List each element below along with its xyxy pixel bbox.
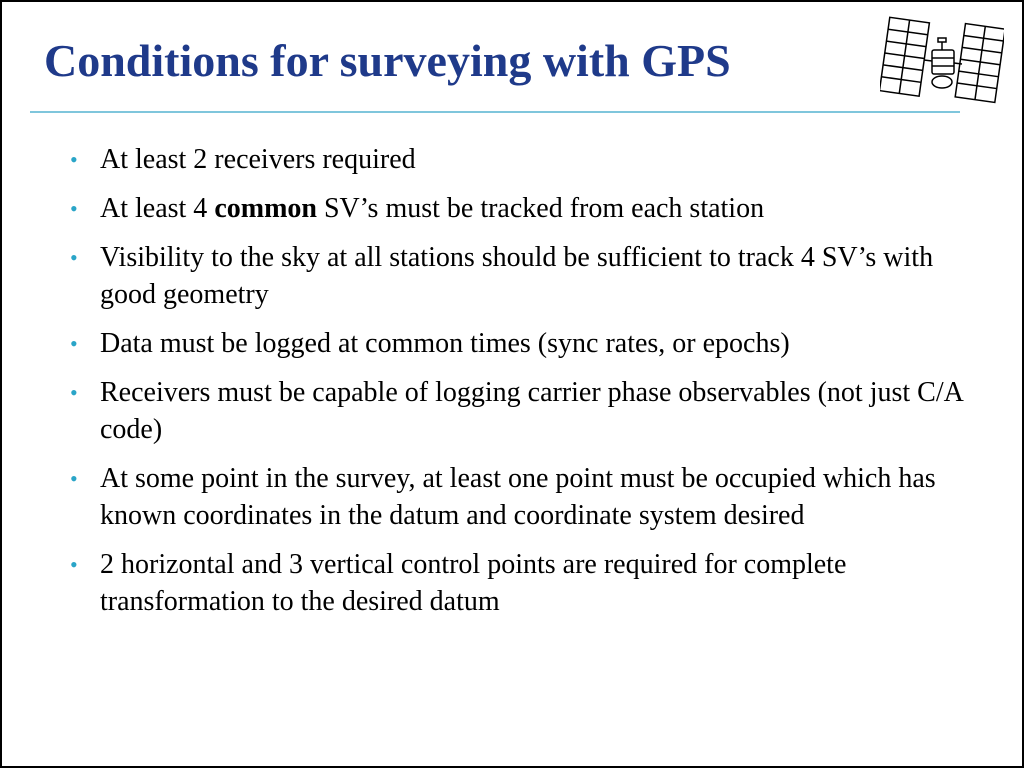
bullet-text: SV’s must be tracked from each station xyxy=(316,193,765,224)
bullet-list xyxy=(70,141,970,632)
bullet-item xyxy=(70,190,970,227)
bullet-item xyxy=(70,325,970,362)
bullet-text: Receivers must be capable of logging carrier phase observables (not just C/A code) xyxy=(100,377,963,445)
bullet-text: At some point in the survey, at least one point must be occupied which has known coordinates in the datum and coordinate system desired xyxy=(100,463,936,531)
bullet-text: At least 2 receivers required xyxy=(100,144,416,175)
bullet-marker: • xyxy=(70,147,78,172)
title-divider xyxy=(30,111,960,113)
bullet-marker: • xyxy=(70,552,78,577)
bullet-text: Visibility to the sky at all stations should be sufficient to track 4 SV’s with good geometry xyxy=(100,242,934,310)
bullet-item xyxy=(70,460,970,534)
bullet-item xyxy=(70,546,970,620)
bullet-item xyxy=(70,141,970,178)
bullet-text: At least 4 xyxy=(100,193,215,224)
bullet-marker: • xyxy=(70,466,78,491)
bullet-item xyxy=(70,374,970,448)
slide-title: Conditions for surveying with GPS xyxy=(44,35,731,86)
emphasis-text: common xyxy=(214,193,317,224)
bullet-marker: • xyxy=(70,331,78,356)
bullet-marker: • xyxy=(70,196,78,221)
bullet-text: Data must be logged at common times (sync rates, or epochs) xyxy=(100,328,790,359)
bullet-marker: • xyxy=(70,380,78,405)
satellite-icon xyxy=(880,14,1004,106)
bullet-marker: • xyxy=(70,245,78,270)
bullet-item xyxy=(70,239,970,313)
bullet-text: 2 horizontal and 3 vertical control points are required for complete transformation to the desired datum xyxy=(100,549,847,617)
